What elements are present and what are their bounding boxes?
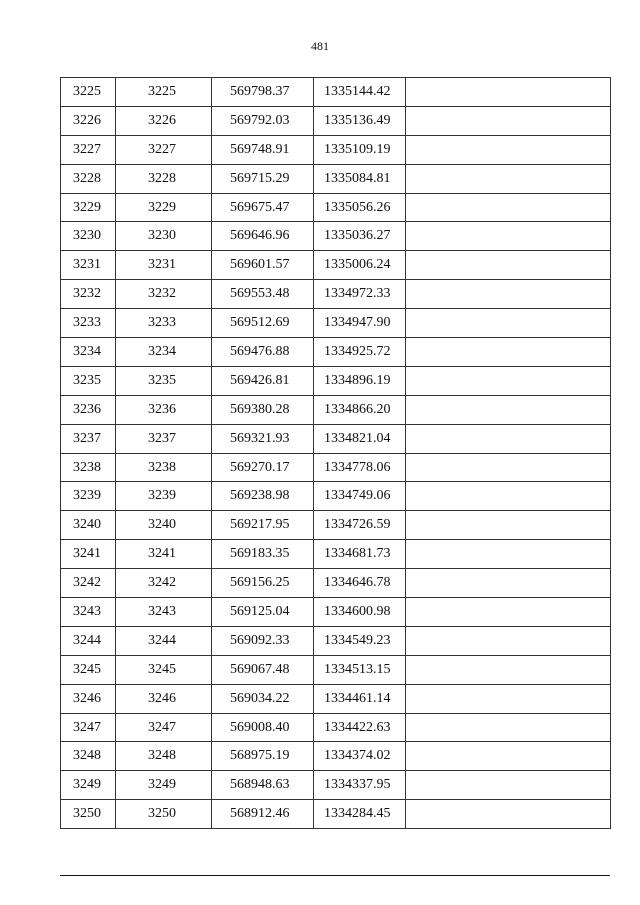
point-number-cell: 3228 — [61, 164, 116, 193]
x-coordinate-cell: 569512.69 — [212, 309, 314, 338]
y-coordinate-cell: 1335036.27 — [314, 222, 406, 251]
point-id-cell: 3231 — [116, 251, 212, 280]
point-id-cell: 3235 — [116, 366, 212, 395]
point-id-cell: 3229 — [116, 193, 212, 222]
note-cell — [406, 742, 611, 771]
point-id-cell: 3245 — [116, 655, 212, 684]
note-cell — [406, 482, 611, 511]
y-coordinate-cell: 1335084.81 — [314, 164, 406, 193]
y-coordinate-cell: 1335136.49 — [314, 106, 406, 135]
point-id-cell: 3246 — [116, 684, 212, 713]
point-id-cell: 3247 — [116, 713, 212, 742]
x-coordinate-cell: 569601.57 — [212, 251, 314, 280]
point-number-cell: 3230 — [61, 222, 116, 251]
note-cell — [406, 280, 611, 309]
point-id-cell: 3240 — [116, 511, 212, 540]
point-id-cell: 3228 — [116, 164, 212, 193]
point-id-cell: 3234 — [116, 338, 212, 367]
point-number-cell: 3234 — [61, 338, 116, 367]
point-number-cell: 3244 — [61, 626, 116, 655]
note-cell — [406, 626, 611, 655]
x-coordinate-cell: 569092.33 — [212, 626, 314, 655]
point-id-cell: 3230 — [116, 222, 212, 251]
y-coordinate-cell: 1334681.73 — [314, 540, 406, 569]
table-row — [61, 338, 611, 367]
point-id-cell: 3239 — [116, 482, 212, 511]
x-coordinate-cell: 569183.35 — [212, 540, 314, 569]
x-coordinate-cell: 569217.95 — [212, 511, 314, 540]
x-coordinate-cell: 568912.46 — [212, 800, 314, 829]
note-cell — [406, 106, 611, 135]
point-id-cell: 3248 — [116, 742, 212, 771]
note-cell — [406, 569, 611, 598]
point-number-cell: 3250 — [61, 800, 116, 829]
note-cell — [406, 366, 611, 395]
point-id-cell: 3225 — [116, 78, 212, 107]
point-number-cell: 3231 — [61, 251, 116, 280]
note-cell — [406, 395, 611, 424]
point-number-cell: 3246 — [61, 684, 116, 713]
point-id-cell: 3236 — [116, 395, 212, 424]
x-coordinate-cell: 569715.29 — [212, 164, 314, 193]
x-coordinate-cell: 569476.88 — [212, 338, 314, 367]
y-coordinate-cell: 1334972.33 — [314, 280, 406, 309]
note-cell — [406, 338, 611, 367]
point-number-cell: 3239 — [61, 482, 116, 511]
point-number-cell: 3236 — [61, 395, 116, 424]
note-cell — [406, 655, 611, 684]
point-number-cell: 3237 — [61, 424, 116, 453]
table-row — [61, 800, 611, 829]
page-number: 481 — [311, 39, 329, 53]
note-cell — [406, 135, 611, 164]
note-cell — [406, 164, 611, 193]
x-coordinate-cell: 569034.22 — [212, 684, 314, 713]
table-row — [61, 78, 611, 107]
table-row — [61, 771, 611, 800]
table-row — [61, 598, 611, 627]
note-cell — [406, 78, 611, 107]
point-number-cell: 3238 — [61, 453, 116, 482]
point-id-cell: 3233 — [116, 309, 212, 338]
coordinates-table-body — [61, 78, 611, 829]
note-cell — [406, 251, 611, 280]
point-number-cell: 3229 — [61, 193, 116, 222]
y-coordinate-cell: 1334337.95 — [314, 771, 406, 800]
y-coordinate-cell: 1334461.14 — [314, 684, 406, 713]
y-coordinate-cell: 1334600.98 — [314, 598, 406, 627]
note-cell — [406, 713, 611, 742]
note-cell — [406, 540, 611, 569]
table-row — [61, 309, 611, 338]
note-cell — [406, 771, 611, 800]
point-id-cell: 3227 — [116, 135, 212, 164]
x-coordinate-cell: 568975.19 — [212, 742, 314, 771]
table-row — [61, 655, 611, 684]
note-cell — [406, 800, 611, 829]
table-row — [61, 742, 611, 771]
point-id-cell: 3237 — [116, 424, 212, 453]
x-coordinate-cell: 569067.48 — [212, 655, 314, 684]
y-coordinate-cell: 1334549.23 — [314, 626, 406, 655]
table-row — [61, 135, 611, 164]
x-coordinate-cell: 569321.93 — [212, 424, 314, 453]
table-row — [61, 106, 611, 135]
x-coordinate-cell: 569008.40 — [212, 713, 314, 742]
point-id-cell: 3232 — [116, 280, 212, 309]
x-coordinate-cell: 569426.81 — [212, 366, 314, 395]
y-coordinate-cell: 1334821.04 — [314, 424, 406, 453]
note-cell — [406, 222, 611, 251]
note-cell — [406, 424, 611, 453]
table-row — [61, 626, 611, 655]
table-row — [61, 164, 611, 193]
point-id-cell: 3241 — [116, 540, 212, 569]
y-coordinate-cell: 1334778.06 — [314, 453, 406, 482]
point-number-cell: 3240 — [61, 511, 116, 540]
x-coordinate-cell: 568948.63 — [212, 771, 314, 800]
point-id-cell: 3244 — [116, 626, 212, 655]
y-coordinate-cell: 1334925.72 — [314, 338, 406, 367]
note-cell — [406, 684, 611, 713]
y-coordinate-cell: 1334866.20 — [314, 395, 406, 424]
y-coordinate-cell: 1334422.63 — [314, 713, 406, 742]
x-coordinate-cell: 569125.04 — [212, 598, 314, 627]
y-coordinate-cell: 1334947.90 — [314, 309, 406, 338]
point-number-cell: 3225 — [61, 78, 116, 107]
table-row — [61, 395, 611, 424]
point-number-cell: 3249 — [61, 771, 116, 800]
point-id-cell: 3243 — [116, 598, 212, 627]
point-number-cell: 3232 — [61, 280, 116, 309]
point-id-cell: 3238 — [116, 453, 212, 482]
x-coordinate-cell: 569238.98 — [212, 482, 314, 511]
x-coordinate-cell: 569156.25 — [212, 569, 314, 598]
point-id-cell: 3250 — [116, 800, 212, 829]
table-row — [61, 511, 611, 540]
point-number-cell: 3245 — [61, 655, 116, 684]
coordinates-table — [60, 77, 611, 829]
x-coordinate-cell: 569270.17 — [212, 453, 314, 482]
x-coordinate-cell: 569798.37 — [212, 78, 314, 107]
point-id-cell: 3249 — [116, 771, 212, 800]
footer-divider — [60, 875, 610, 876]
y-coordinate-cell: 1335056.26 — [314, 193, 406, 222]
table-row — [61, 540, 611, 569]
point-id-cell: 3242 — [116, 569, 212, 598]
y-coordinate-cell: 1334896.19 — [314, 366, 406, 395]
table-row — [61, 684, 611, 713]
x-coordinate-cell: 569380.28 — [212, 395, 314, 424]
table-row — [61, 280, 611, 309]
note-cell — [406, 453, 611, 482]
y-coordinate-cell: 1334513.15 — [314, 655, 406, 684]
note-cell — [406, 193, 611, 222]
point-number-cell: 3227 — [61, 135, 116, 164]
x-coordinate-cell: 569553.48 — [212, 280, 314, 309]
table-row — [61, 222, 611, 251]
y-coordinate-cell: 1335109.19 — [314, 135, 406, 164]
y-coordinate-cell: 1335144.42 — [314, 78, 406, 107]
point-number-cell: 3247 — [61, 713, 116, 742]
table-row — [61, 453, 611, 482]
note-cell — [406, 511, 611, 540]
point-number-cell: 3248 — [61, 742, 116, 771]
table-row — [61, 366, 611, 395]
point-id-cell: 3226 — [116, 106, 212, 135]
table-row — [61, 251, 611, 280]
y-coordinate-cell: 1334749.06 — [314, 482, 406, 511]
point-number-cell: 3235 — [61, 366, 116, 395]
table-row — [61, 569, 611, 598]
point-number-cell: 3242 — [61, 569, 116, 598]
point-number-cell: 3233 — [61, 309, 116, 338]
y-coordinate-cell: 1335006.24 — [314, 251, 406, 280]
y-coordinate-cell: 1334646.78 — [314, 569, 406, 598]
note-cell — [406, 309, 611, 338]
x-coordinate-cell: 569792.03 — [212, 106, 314, 135]
table-row — [61, 424, 611, 453]
note-cell — [406, 598, 611, 627]
y-coordinate-cell: 1334284.45 — [314, 800, 406, 829]
table-row — [61, 193, 611, 222]
point-number-cell: 3226 — [61, 106, 116, 135]
y-coordinate-cell: 1334726.59 — [314, 511, 406, 540]
x-coordinate-cell: 569646.96 — [212, 222, 314, 251]
point-number-cell: 3241 — [61, 540, 116, 569]
table-row — [61, 713, 611, 742]
y-coordinate-cell: 1334374.02 — [314, 742, 406, 771]
x-coordinate-cell: 569748.91 — [212, 135, 314, 164]
x-coordinate-cell: 569675.47 — [212, 193, 314, 222]
table-row — [61, 482, 611, 511]
point-number-cell: 3243 — [61, 598, 116, 627]
